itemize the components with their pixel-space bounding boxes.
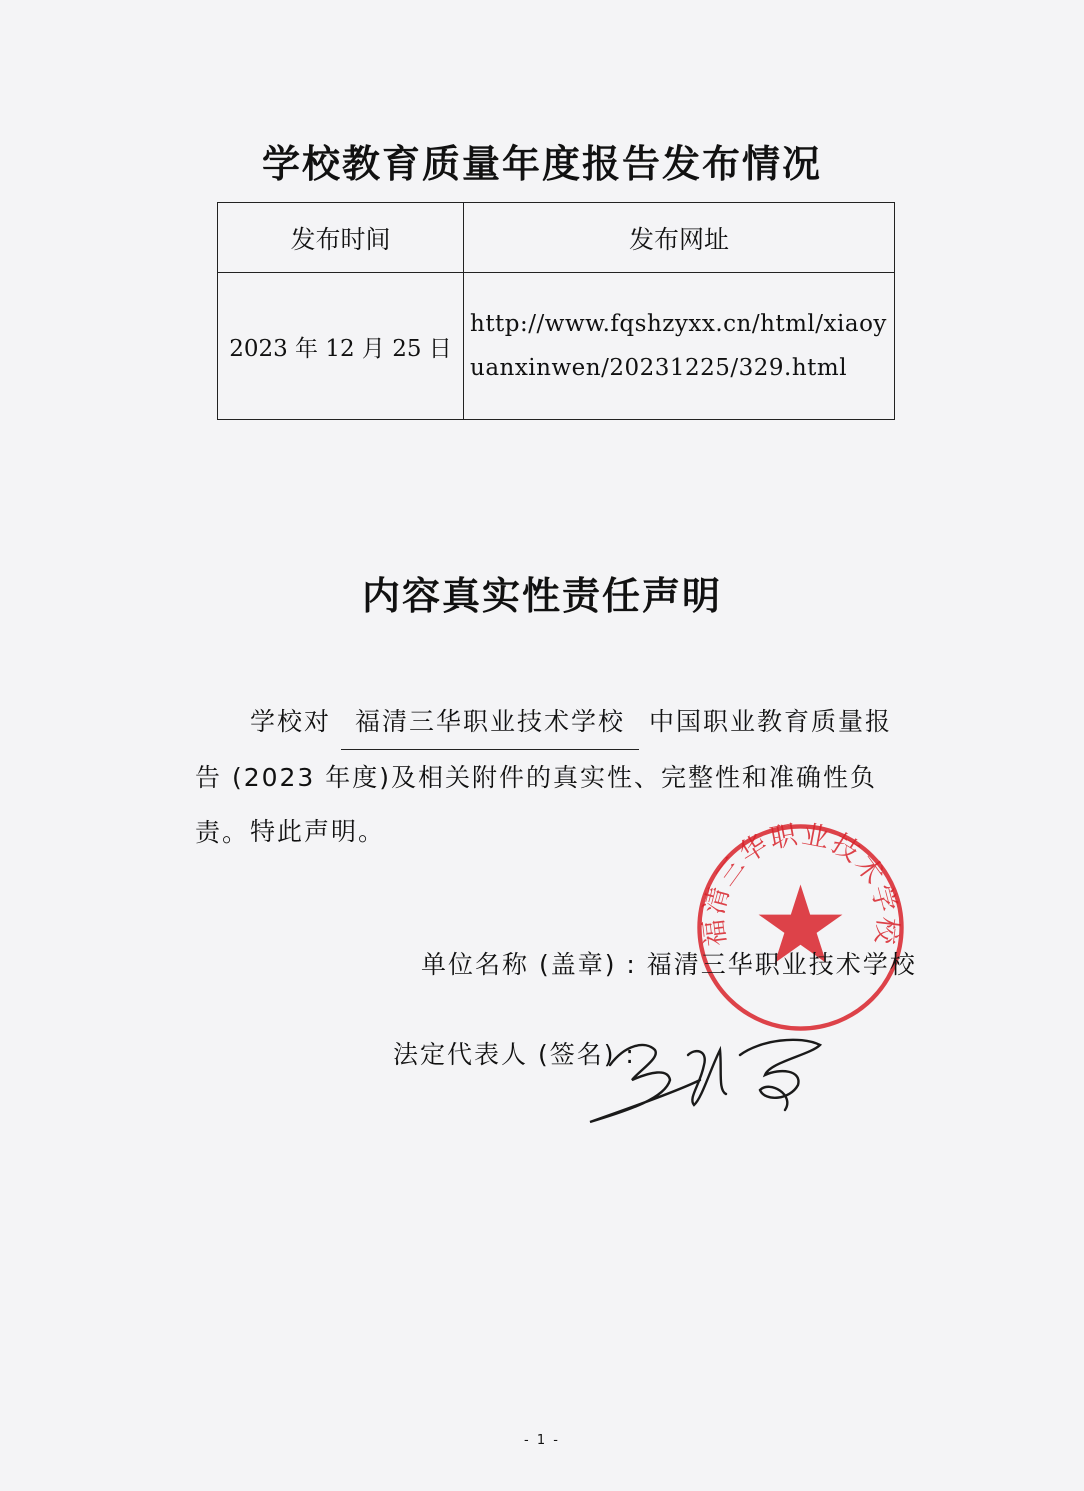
table-row xyxy=(218,273,895,420)
publication-table xyxy=(217,202,895,420)
statement-closing: 特此声明。 xyxy=(250,817,386,846)
org-label: 单位名称 (盖章) : xyxy=(421,950,637,979)
publish-date-cell: 2023 年 12 月 25 日 xyxy=(218,273,464,420)
handwritten-signature-icon xyxy=(570,1010,850,1130)
legal-rep-label: 法定代表人 (签名) : xyxy=(393,1040,636,1069)
header-publish-time: 发布时间 xyxy=(218,203,464,273)
report-title: 学校教育质量年度报告发布情况 xyxy=(261,141,822,186)
page-number: - 1 - xyxy=(524,1433,560,1448)
statement-line-1 xyxy=(195,694,925,750)
table-header-row xyxy=(218,203,895,273)
statement-prefix: 学校对 xyxy=(250,707,332,736)
header-publish-url: 发布网址 xyxy=(464,203,895,273)
seal-text: 福清三华职业技术学校 xyxy=(698,820,903,948)
org-name-line xyxy=(421,945,917,981)
official-seal-icon xyxy=(693,820,908,1035)
publish-url-link[interactable]: http://www.fqshzyxx.cn/html/xiaoyuanxinwen/20231225/329.html xyxy=(464,273,895,420)
statement-title: 内容真实性责任声明 xyxy=(361,573,722,618)
statement-suffix: 中国职业教育质量报 xyxy=(649,707,893,736)
school-name-underlined: 福清三华职业技术学校 xyxy=(341,694,639,750)
statement-line-2: 告 (2023 年度)及相关附件的真实性、完整性和准确性负责。 xyxy=(195,763,878,847)
org-name: 福清三华职业技术学校 xyxy=(646,950,917,979)
